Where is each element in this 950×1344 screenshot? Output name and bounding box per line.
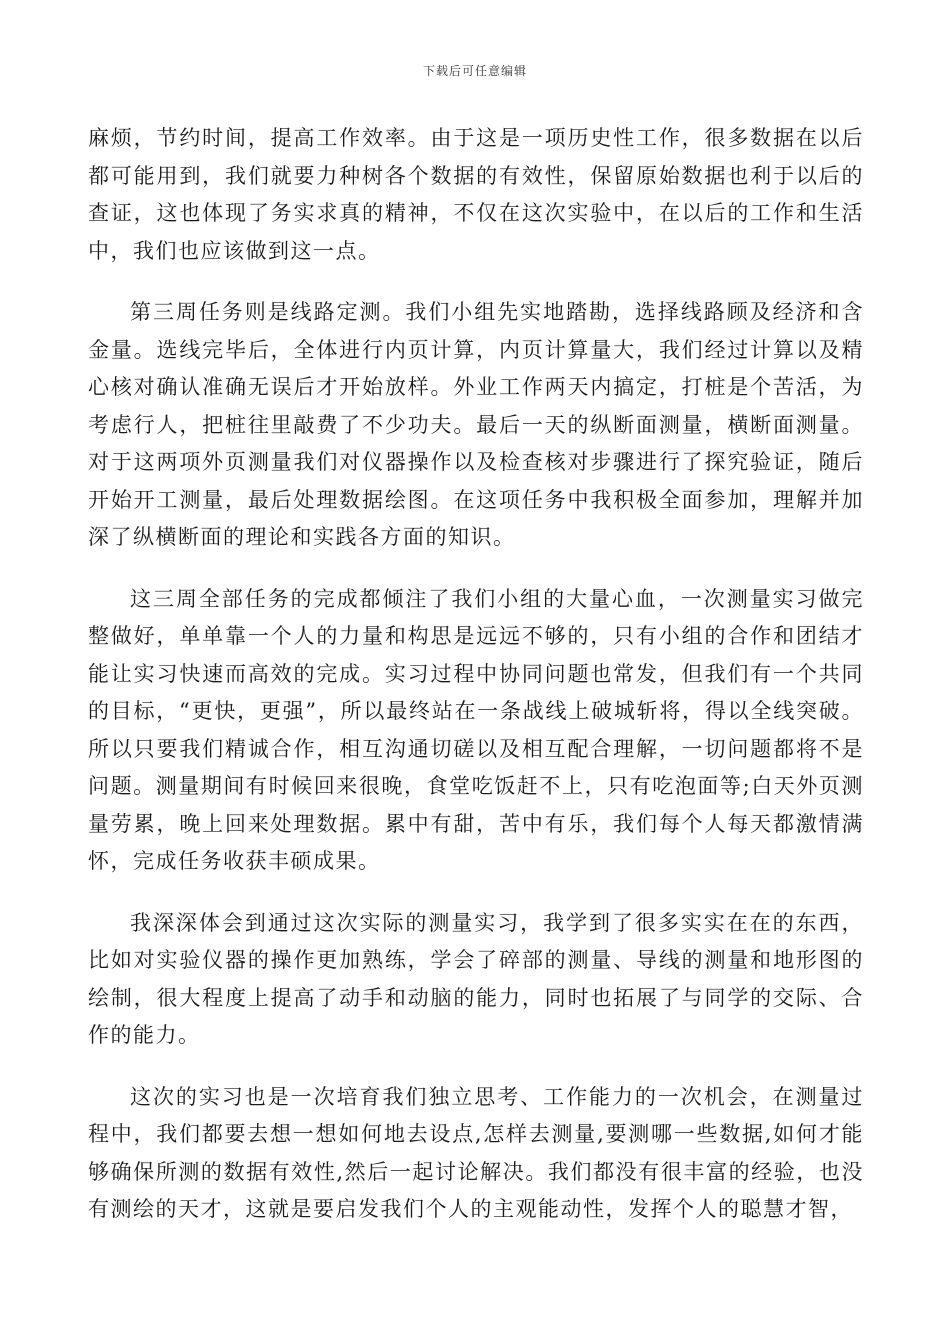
paragraph-5: 这次的实习也是一次培育我们独立思考、工作能力的一次机会，在测量过程中，我们都要去想一想如何地去设点,怎样去测量,要测哪一些数据,如何才能够确保所测的数据有效性,然后一起讨论解决。我们都没有很丰富的经验，也没有测绘的天才，这就是要启发我们个人的主观能动性，发挥个人的聪慧才智，	[88, 1084, 864, 1221]
page-header: 下载后可任意编辑	[422, 64, 527, 78]
paragraph-2: 第三周任务则是线路定测。我们小组先实地踏勘，选择线路顾及经济和含金量。选线完毕后，全体进行内页计算，内页计算量大，我们经过计算以及精心核对确认准确无误后才开始放样。外业工作两天内搞定，打桩是个苦活，为考虑行人，把桩往里敲费了不少功夫。最后一天的纵断面测量，横断面测量。对于这两项外页测量我们对仪器操作以及检查核对步骤进行了探究验证，随后开始开工测量，最后处理数据绘图。在这项任务中我积极全面参加，理解并加深了纵横断面的理论和实践各方面的知识。	[88, 300, 864, 549]
paragraph-3: 这三周全部任务的完成都倾注了我们小组的大量心血，一次测量实习做完整做好，单单靠一个人的力量和构思是远远不够的，只有小组的合作和团结才能让实习快速而高效的完成。实习过程中协同问题也常发，但我们有一个共同的目标，“更快，更强”，所以最终站在一条战线上破城斩将，得以全线突破。所以只要我们精诚合作，相互沟通切磋以及相互配合理解，一切问题都将不是问题。测量期间有时候回来很晚，食堂吃饭赶不上，只有吃泡面等;白天外页测量劳累，晚上回来处理数据。累中有甜，苦中有乐，我们每个人每天都激情满怀，完成任务收获丰硕成果。	[88, 586, 864, 873]
paragraph-1: 麻烦，节约时间，提高工作效率。由于这是一项历史性工作，很多数据在以后都可能用到，我们就要力种树各个数据的有效性，保留原始数据也利于以后的查证，这也体现了务实求真的精神，不仅在这次实验中，在以后的工作和生活中，我们也应该做到这一点。	[88, 126, 864, 263]
paragraph-4: 我深深体会到通过这次实际的测量实习，我学到了很多实实在在的东西，比如对实验仪器的操作更加熟练，学会了碎部的测量、导线的测量和地形图的绘制，很大程度上提高了动手和动脑的能力，同时也拓展了与同学的交际、合作的能力。	[88, 910, 864, 1047]
document-body	[88, 120, 864, 1253]
